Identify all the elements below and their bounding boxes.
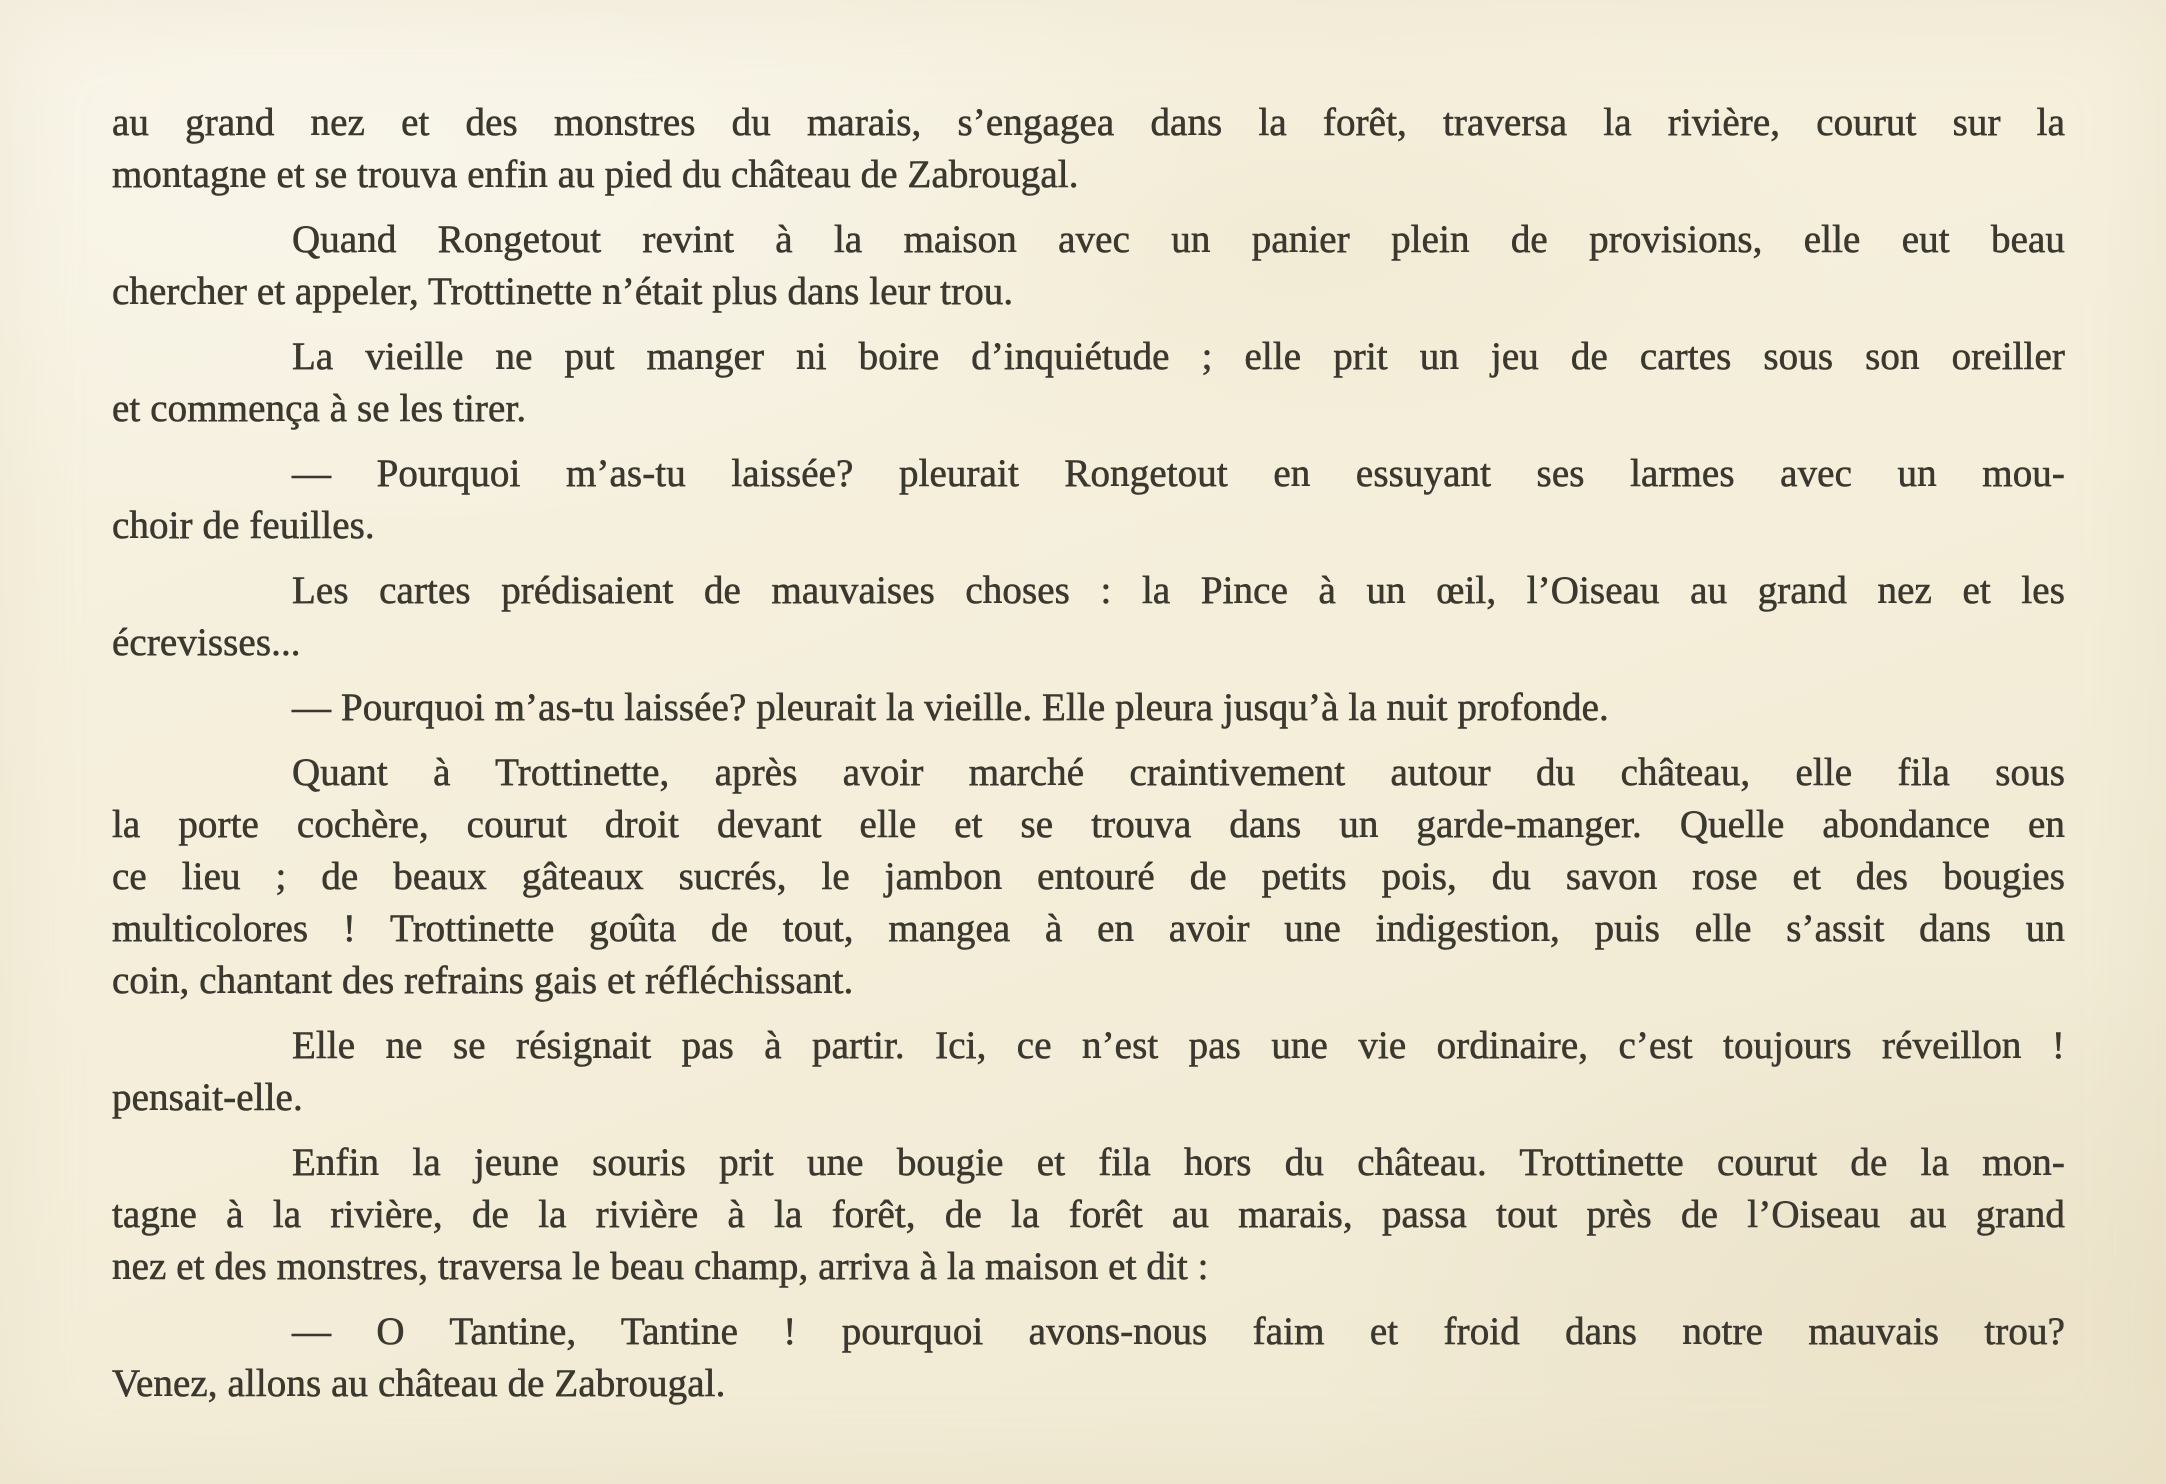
text-line: écrevisses... (112, 621, 301, 664)
text-line: Quant à Trottinette, après avoir marché craintivement autour du château, elle fila sous (292, 751, 2065, 794)
paragraph (112, 214, 2065, 318)
text-line: choir de feuilles. (112, 504, 375, 547)
text-line: la porte cochère, courut droit devant elle et se trouva dans un garde-manger. Quelle abondance en (112, 803, 2065, 846)
text-line: chercher et appeler, Trottinette n’était plus dans leur trou. (112, 270, 1014, 313)
paragraph (112, 1137, 2065, 1293)
text-line: — Pourquoi m’as-tu laissée? pleurait la vieille. Elle pleura jusqu’à la nuit profonde. (292, 686, 1609, 729)
text-line: coin, chantant des refrains gais et réfléchissant. (112, 959, 854, 1002)
text-line: pensait-elle. (112, 1076, 303, 1119)
paragraph (112, 747, 2065, 1007)
text-line: nez et des monstres, traversa le beau champ, arriva à la maison et dit : (112, 1245, 1209, 1288)
text-line: — Pourquoi m’as-tu laissée? pleurait Rongetout en essuyant ses larmes avec un mou- (292, 452, 2065, 495)
paragraph (112, 1020, 2065, 1124)
text-line: Enfin la jeune souris prit une bougie et fila hors du château. Trottinette courut de la mon- (292, 1141, 2065, 1184)
paragraph (112, 1306, 2065, 1410)
text-line: et commença à se les tirer. (112, 387, 527, 430)
text-line: Venez, allons au château de Zabrougal. (112, 1362, 726, 1405)
page-text (112, 97, 2065, 1410)
paragraph (112, 331, 2065, 435)
paragraph (112, 565, 2065, 669)
text-line: ce lieu ; de beaux gâteaux sucrés, le jambon entouré de petits pois, du savon rose et des bougies (112, 855, 2065, 898)
text-line: La vieille ne put manger ni boire d’inquiétude ; elle prit un jeu de cartes sous son oreiller (292, 335, 2065, 378)
text-line: Quand Rongetout revint à la maison avec un panier plein de provisions, elle eut beau (292, 218, 2065, 261)
paragraph (112, 448, 2065, 552)
paragraph (112, 682, 2065, 734)
text-line: — O Tantine, Tantine ! pourquoi avons-nous faim et froid dans notre mauvais trou? (292, 1310, 2065, 1353)
text-line: Elle ne se résignait pas à partir. Ici, ce n’est pas une vie ordinaire, c’est toujours réveillon ! (292, 1024, 2065, 1067)
text-line: montagne et se trouva enfin au pied du château de Zabrougal. (112, 153, 1079, 196)
text-line: au grand nez et des monstres du marais, s’engagea dans la forêt, traversa la rivière, courut sur la (112, 101, 2065, 144)
paragraph (112, 97, 2065, 201)
text-line: Les cartes prédisaient de mauvaises choses : la Pince à un œil, l’Oiseau au grand nez et les (292, 569, 2065, 612)
text-line: multicolores ! Trottinette goûta de tout, mangea à en avoir une indigestion, puis elle s’assit dans un (112, 907, 2065, 950)
text-line: tagne à la rivière, de la rivière à la forêt, de la forêt au marais, passa tout près de l’Oiseau au grand (112, 1193, 2065, 1236)
